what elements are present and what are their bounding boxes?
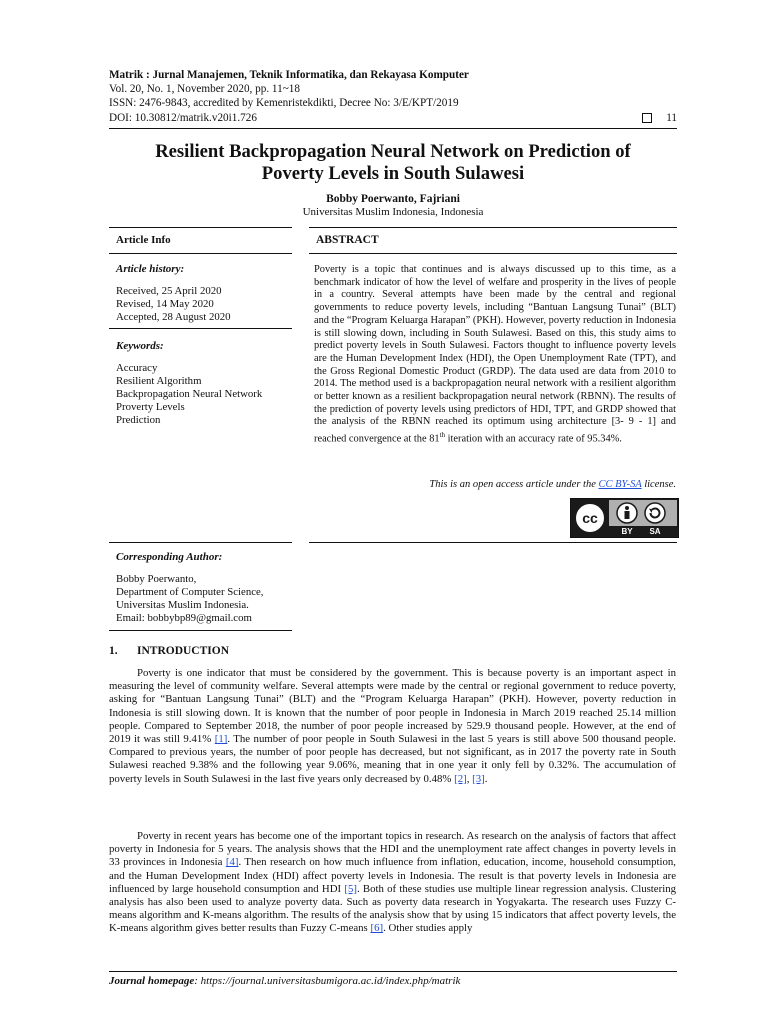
author-name: Bobby Poerwanto,: [116, 572, 197, 585]
sa-icon: [645, 503, 665, 523]
license-line: This is an open access article under the CC BY-SA license.: [429, 479, 676, 490]
article-history: [116, 263, 292, 324]
title-line-2: Poverty Levels in South Sulawesi: [261, 163, 525, 184]
article-info-top-rule: [109, 227, 292, 228]
citation-link[interactable]: [3]: [472, 772, 485, 785]
author-bottom-rule: [109, 630, 292, 631]
author-department: Department of Computer Science,: [116, 585, 264, 598]
journal-issn: ISSN: 2476-9843, accredited by Kemenristekdikti, Decree No: 3/E/KPT/2019: [109, 97, 459, 110]
paper-affiliation: Universitas Muslim Indonesia, Indonesia: [302, 206, 484, 218]
intro-paragraph-2: Poverty in recent years has become one of the important topics in research. As research on the analysis of factors that affect poverty in Indonesia for 5 years. The analysis shows that the HDI and the unemployment rate affect changes in poverty levels in 33 provinces in Indonesia [4]. Then research on how much influence from inflation, education, income, household consumption, and the Human Development Index (HDI) affect poverty levels in Indonesia. The result is that poverty levels in Indonesia are influenced by large household consumption and HDI [5]. Both of these studies use multiple linear regression analysis. Clustering analysis has also been used to analyze poverty data. Such as poverty data research in Yogyakarta. The research uses Fuzzy C-means algorithm and K-means algorithm. The results of the analysis show that by using 15 indicators that affect poverty levels, the K-means algorithm gives better results than Fuzzy C-means [6]. Other studies apply: [109, 830, 676, 935]
license-link[interactable]: CC BY-SA: [598, 479, 642, 490]
paper-title: [109, 141, 677, 185]
received-date: Received, 25 April 2020: [116, 284, 222, 297]
abstract-heading: ABSTRACT: [316, 234, 379, 246]
journal-volume: Vol. 20, No. 1, November 2020, pp. 11~18: [109, 83, 300, 96]
title-line-1: Resilient Backpropagation Neural Network on Prediction of: [155, 141, 631, 162]
keywords-rule: [109, 542, 292, 543]
by-label: BY: [621, 527, 633, 536]
history-rule: [109, 328, 292, 329]
corresponding-heading: Corresponding Author:: [116, 551, 223, 563]
author-university: Universitas Muslim Indonesia.: [116, 598, 249, 611]
author-email[interactable]: Email: bobbybp89@gmail.com: [116, 611, 252, 624]
keyword: Proverty Levels: [116, 400, 185, 413]
accepted-date: Accepted, 28 August 2020: [116, 310, 231, 323]
history-heading: Article history:: [116, 263, 185, 275]
article-info-title: Article Info: [116, 234, 171, 246]
keywords-block: [116, 340, 292, 426]
sa-label: SA: [649, 527, 661, 536]
citation-link[interactable]: [6]: [370, 922, 384, 935]
cc-label: cc: [582, 510, 598, 526]
keyword: Backpropagation Neural Network: [116, 387, 263, 400]
citation-link[interactable]: [4]: [225, 856, 239, 869]
intro-paragraph-1: Poverty is one indicator that must be considered by the government. This is because poverty is an important aspect in measuring the level of community welfare. Several attempts were made by the central or regional government to reduce poverty, asking for “Bantuan Langsung Tunai” (BLT) and the “Program Keluarga Harapan” (PKH). However, poverty reduction in Indonesia is still slowing down. It is known that the number of poor people in Indonesia in March 2019 reached 25.14 million people. Compared to September 2018, the number of poor people increased by 529.9 thousand people. However, at the end of 2019 it was still 9.41% [1]. The number of poor people in South Sulawesi in the last 5 years is still above 500 thousand people. Compared to previous years, the number of poor people has decreased, but not significant, as in 2017 the poverty rate in South Sulawesi reached 9.38% and the following year 9.06%, meaning that in one year it only fell by 0.32%. The accumulation of poverty levels in South Sulawesi in the last five years only decreased by 0.48% [2], [3].: [109, 667, 676, 785]
journal-homepage[interactable]: [109, 975, 460, 987]
revised-date: Revised, 14 May 2020: [116, 297, 214, 310]
footer-divider: [109, 971, 677, 972]
section-number: 1.: [109, 645, 118, 657]
abstract-text: Poverty is a topic that continues and is always discussed up to this time, as a benchmark indicator of how the level of welfare and prosperity in the lives of people in a country. Several attempts have been made by the central and regional governments to reduce poverty levels, including “Bantuan Langsung Tunai” (BLT) and the “Program Keluarga Harapan” (PKH). However, poverty reduction in Indonesia is still slowing down, including in South Sulawesi. Based on this, this study aims to predict poverty levels in South Sulawesi. Factors thought to influence poverty levels are the Human Development Index (HDI), the Open Unemployment Rate (TPT), and the Gross Regional Domestic Product (GRDP). The data used are data from 2010 to 2014. The method used is a backpropagation neural network with a resilient algorithm or better known as a resilient backpropagation neural network (RBNN). The results of the prediction of poverty levels using predictors of HDI, TPT, and GRDP showed that the analysis of the RBNN reached its optimum using architecture [3- 9 - 1] and reached convergence at the 81th iteration with an accuracy rate of 95.34%.: [314, 264, 676, 445]
homepage-url[interactable]: : https://journal.universitasbumigora.ac.id/index.php/matrik: [194, 975, 461, 987]
abstract-top-rule: [309, 227, 677, 228]
abstract-bottom-rule: [309, 542, 677, 543]
keyword: Resilient Algorithm: [116, 374, 202, 387]
page-number: 11: [666, 111, 677, 124]
keyword: Prediction: [116, 413, 161, 426]
journal-doi[interactable]: DOI: 10.30812/matrik.v20i1.726: [109, 111, 257, 124]
square-icon: [642, 113, 652, 123]
keyword: Accuracy: [116, 361, 158, 374]
section-title: INTRODUCTION: [137, 645, 230, 657]
article-info-heading: [116, 234, 292, 256]
homepage-label: Journal homepage: [109, 975, 195, 987]
cc-by-sa-badge[interactable]: [570, 498, 679, 538]
abstract-heading-rule: [309, 253, 677, 254]
cc-badge-graphic: [571, 499, 678, 537]
section-heading-introduction: [109, 645, 229, 657]
journal-header: [109, 68, 677, 125]
journal-name: Matrik : Jurnal Manajemen, Teknik Informatika, dan Rekayasa Komputer: [109, 69, 469, 81]
citation-link[interactable]: [1]: [214, 733, 228, 746]
citation-link[interactable]: [5]: [344, 882, 357, 895]
corresponding-author: [116, 551, 292, 625]
citation-link[interactable]: [2]: [454, 772, 467, 785]
header-divider: [109, 128, 677, 129]
paper-authors: Bobby Poerwanto, Fajriani: [326, 193, 460, 205]
keywords-heading: Keywords:: [116, 340, 164, 352]
